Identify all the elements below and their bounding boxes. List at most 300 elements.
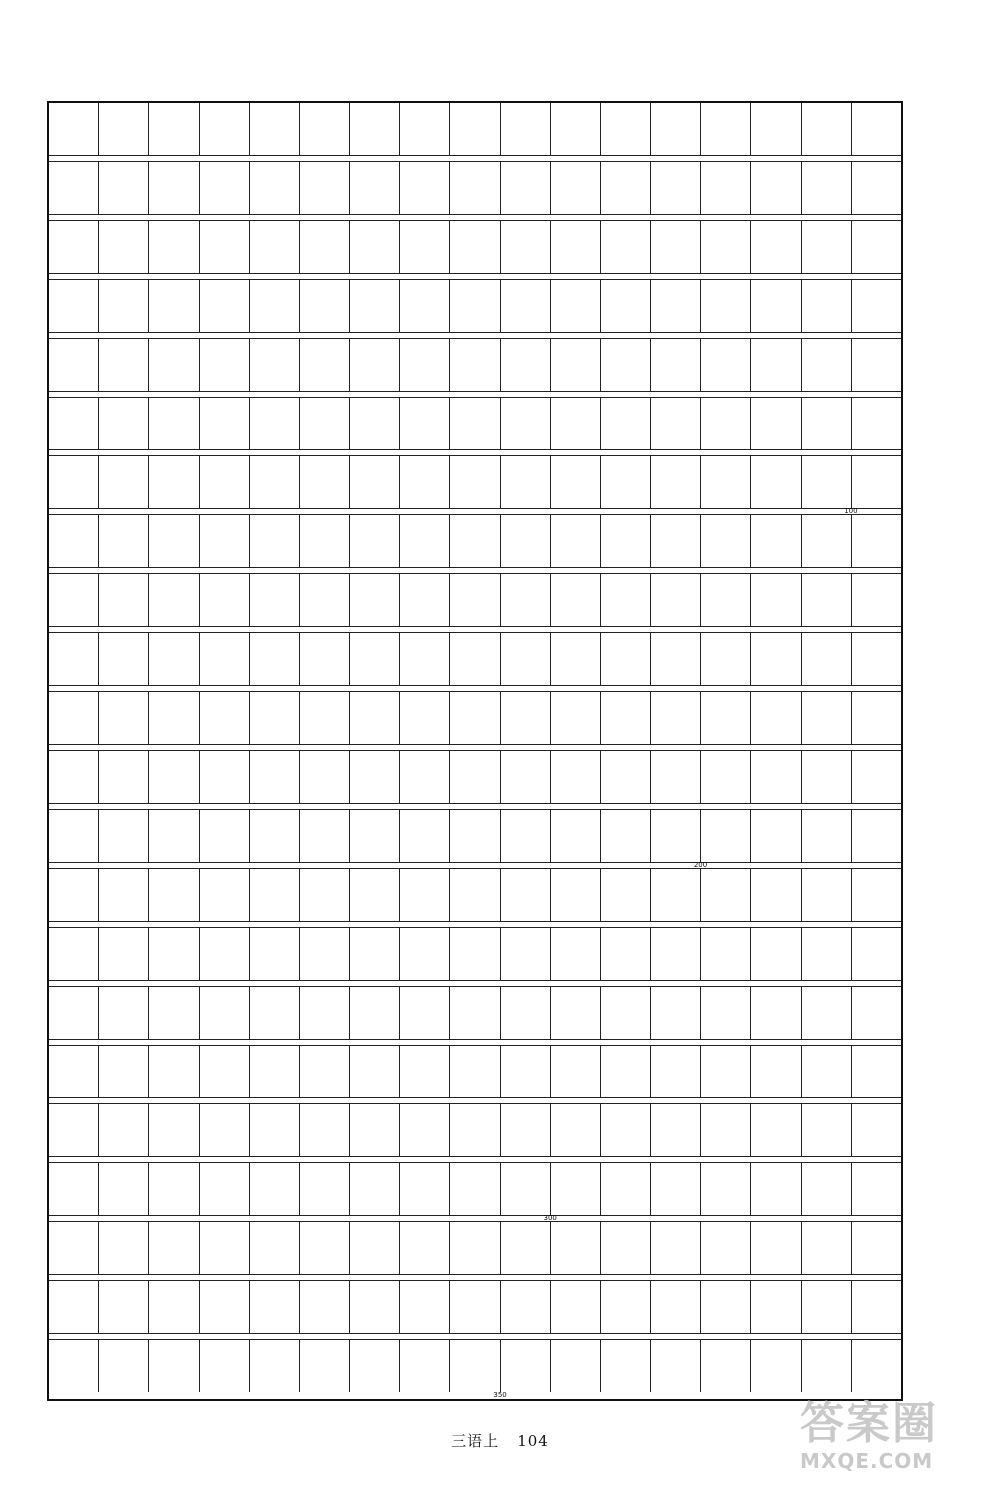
grid-cell (701, 280, 751, 332)
grid-cell (200, 928, 250, 980)
grid-row (49, 810, 901, 862)
grid-cell (400, 162, 450, 214)
grid-cell (601, 869, 651, 921)
grid-row (49, 1046, 901, 1098)
grid-cell (802, 692, 852, 744)
grid-cell (99, 280, 149, 332)
grid-cell (99, 692, 149, 744)
grid-cell (250, 1104, 300, 1156)
row-separator (49, 1097, 901, 1104)
grid-cell (501, 1222, 551, 1274)
grid-cell (852, 574, 901, 626)
grid-cell (701, 1222, 751, 1274)
grid-cell (49, 398, 99, 450)
grid-cell (200, 162, 250, 214)
grid-cell (501, 574, 551, 626)
word-count-marker: 350 (493, 1391, 507, 1399)
grid-cell (651, 515, 701, 567)
grid-cell (300, 1281, 350, 1333)
grid-cell (99, 1222, 149, 1274)
grid-cell (701, 339, 751, 391)
grid-cell (250, 456, 300, 508)
grid-cell (49, 456, 99, 508)
grid-cell (751, 280, 801, 332)
grid-cell (852, 987, 901, 1039)
grid-cell (450, 339, 500, 391)
grid-cell (300, 869, 350, 921)
grid-cell (501, 928, 551, 980)
grid-cell (601, 398, 651, 450)
grid-cell (701, 574, 751, 626)
row-separator (49, 567, 901, 574)
grid-row (49, 1163, 901, 1215)
row-separator (49, 332, 901, 339)
grid-cell (601, 103, 651, 155)
row-separator (49, 214, 901, 221)
grid-cell (300, 339, 350, 391)
grid-cell (300, 1340, 350, 1392)
grid-cell (751, 928, 801, 980)
grid-cell (350, 633, 400, 685)
grid-cell (149, 751, 199, 803)
grid-cell (751, 515, 801, 567)
grid-cell (852, 515, 901, 567)
grid-cell (751, 1104, 801, 1156)
grid-cell (350, 515, 400, 567)
grid-cell (250, 1046, 300, 1098)
grid-row (49, 1340, 901, 1392)
grid-cell (551, 869, 601, 921)
grid-cell (250, 574, 300, 626)
grid-cell (200, 221, 250, 273)
grid-cell (450, 1281, 500, 1333)
grid-cell (450, 810, 500, 862)
grid-cell (49, 751, 99, 803)
grid-cell (802, 515, 852, 567)
row-separator (49, 273, 901, 280)
grid-cell (200, 869, 250, 921)
grid-cell (551, 928, 601, 980)
grid-cell (551, 633, 601, 685)
grid-cell (149, 869, 199, 921)
grid-cell (350, 869, 400, 921)
grid-cell (751, 987, 801, 1039)
grid-cell (651, 869, 701, 921)
grid-cell (400, 633, 450, 685)
grid-cell (350, 987, 400, 1039)
grid-row (49, 692, 901, 744)
grid-cell (450, 751, 500, 803)
grid-cell (551, 162, 601, 214)
grid-cell (49, 1340, 99, 1392)
grid-cell (450, 162, 500, 214)
grid-cell (852, 280, 901, 332)
grid-cell (450, 1104, 500, 1156)
word-count-marker: 200 (693, 860, 708, 869)
grid-cell (149, 1281, 199, 1333)
grid-cell (149, 515, 199, 567)
grid-cell (651, 1104, 701, 1156)
grid-cell (701, 633, 751, 685)
grid-cell (450, 633, 500, 685)
grid-cell (601, 633, 651, 685)
grid-cell (49, 103, 99, 155)
grid-cell (450, 280, 500, 332)
grid-cell (149, 1222, 199, 1274)
grid-cell (751, 1222, 801, 1274)
grid-cell (601, 1046, 651, 1098)
grid-row (49, 574, 901, 626)
row-separator (49, 1039, 901, 1046)
grid-cell (400, 1163, 450, 1215)
grid-cell (651, 751, 701, 803)
grid-cell (450, 515, 500, 567)
grid-cell (802, 751, 852, 803)
grid-cell (49, 633, 99, 685)
grid-cell (200, 515, 250, 567)
grid-cell (802, 1046, 852, 1098)
grid-cell (400, 221, 450, 273)
grid-cell (350, 339, 400, 391)
grid-cell (250, 398, 300, 450)
grid-cell (149, 810, 199, 862)
grid-cell (501, 692, 551, 744)
grid-cell (49, 574, 99, 626)
row-separator (49, 626, 901, 633)
grid-cell (651, 398, 701, 450)
grid-cell (651, 280, 701, 332)
grid-cell (200, 987, 250, 1039)
grid-row (49, 1222, 901, 1274)
grid-cell (149, 456, 199, 508)
grid-cell (250, 515, 300, 567)
grid-cell (300, 633, 350, 685)
grid-cell (651, 1222, 701, 1274)
watermark-logo (800, 1400, 980, 1486)
grid-cell (149, 928, 199, 980)
grid-cell (99, 1104, 149, 1156)
grid-cell (350, 1104, 400, 1156)
grid-cell (400, 1340, 450, 1392)
grid-cell (149, 221, 199, 273)
grid-cell (250, 339, 300, 391)
grid-cell (802, 928, 852, 980)
grid-row (49, 221, 901, 273)
grid-cell (300, 515, 350, 567)
grid-cell (400, 987, 450, 1039)
grid-cell (751, 162, 801, 214)
grid-cell (350, 1340, 400, 1392)
row-separator (49, 744, 901, 751)
grid-cell (149, 692, 199, 744)
grid-cell (350, 456, 400, 508)
grid-cell (200, 1222, 250, 1274)
grid-cell (852, 398, 901, 450)
grid-cell (651, 574, 701, 626)
grid-cell (49, 1046, 99, 1098)
grid-cell (250, 987, 300, 1039)
grid-cell (802, 633, 852, 685)
grid-cell (99, 456, 149, 508)
grid-cell (802, 103, 852, 155)
grid-cell (200, 633, 250, 685)
grid-cell (852, 103, 901, 155)
grid-cell (802, 162, 852, 214)
grid-cell (450, 928, 500, 980)
grid-cell (651, 633, 701, 685)
grid-cell (400, 280, 450, 332)
grid-cell (551, 456, 601, 508)
grid-row (49, 1281, 901, 1333)
grid-cell (450, 103, 500, 155)
grid-row (49, 633, 901, 685)
grid-cell (350, 1046, 400, 1098)
grid-cell (300, 103, 350, 155)
grid-cell (200, 339, 250, 391)
grid-cell (501, 398, 551, 450)
grid-cell (601, 221, 651, 273)
grid-cell (450, 456, 500, 508)
grid-cell (701, 1281, 751, 1333)
grid-cell (350, 280, 400, 332)
grid-cell (701, 456, 751, 508)
grid-cell (99, 987, 149, 1039)
grid-cell (400, 574, 450, 626)
grid-cell (601, 1104, 651, 1156)
grid-cell (551, 103, 601, 155)
grid-cell (852, 810, 901, 862)
grid-cell (400, 1104, 450, 1156)
grid-cell (300, 574, 350, 626)
grid-cell (300, 162, 350, 214)
grid-cell (300, 1104, 350, 1156)
grid-cell (802, 1281, 852, 1333)
grid-cell (651, 692, 701, 744)
grid-cell (450, 1163, 500, 1215)
grid-cell (701, 1046, 751, 1098)
grid-cell (300, 280, 350, 332)
grid-cell (250, 869, 300, 921)
grid-cell (350, 810, 400, 862)
grid-cell (450, 1340, 500, 1392)
grid-cell (350, 1281, 400, 1333)
grid-cell (350, 103, 400, 155)
grid-cell (49, 928, 99, 980)
grid-cell (701, 987, 751, 1039)
grid-cell (200, 1281, 250, 1333)
row-separator (49, 508, 901, 515)
row-separator (49, 685, 901, 692)
grid-cell (49, 1281, 99, 1333)
grid-cell (751, 1163, 801, 1215)
grid-cell (651, 103, 701, 155)
grid-cell (300, 1222, 350, 1274)
grid-cell (701, 928, 751, 980)
grid-cell (751, 869, 801, 921)
grid-cell (551, 1340, 601, 1392)
grid-cell (99, 1340, 149, 1392)
grid-cell (852, 633, 901, 685)
grid-cell (852, 1222, 901, 1274)
grid-cell (400, 1222, 450, 1274)
grid-cell (300, 928, 350, 980)
grid-row (49, 515, 901, 567)
grid-cell (501, 1281, 551, 1333)
grid-cell (701, 692, 751, 744)
grid-cell (149, 280, 199, 332)
grid-cell (450, 1222, 500, 1274)
grid-cell (350, 1222, 400, 1274)
grid-cell (200, 1046, 250, 1098)
grid-cell (200, 1163, 250, 1215)
grid-cell (551, 1222, 601, 1274)
grid-cell (200, 692, 250, 744)
grid-cell (400, 751, 450, 803)
grid-cell (751, 339, 801, 391)
grid-row (49, 1104, 901, 1156)
grid-cell (49, 339, 99, 391)
grid-cell (701, 1163, 751, 1215)
grid-cell (300, 751, 350, 803)
grid-cell (551, 221, 601, 273)
grid-cell (49, 162, 99, 214)
grid-cell (551, 574, 601, 626)
grid-cell (751, 398, 801, 450)
grid-cell (250, 162, 300, 214)
grid-cell (200, 456, 250, 508)
grid-cell (751, 1340, 801, 1392)
grid-cell (250, 221, 300, 273)
grid-cell (852, 221, 901, 273)
grid-cell (852, 339, 901, 391)
grid-cell (250, 751, 300, 803)
grid-cell (501, 751, 551, 803)
grid-cell (802, 1163, 852, 1215)
grid-cell (99, 633, 149, 685)
grid-cell (300, 987, 350, 1039)
grid-cell (450, 398, 500, 450)
grid-cell (200, 1104, 250, 1156)
grid-cell (551, 1163, 601, 1215)
grid-cell (350, 751, 400, 803)
grid-cell (601, 1222, 651, 1274)
grid-cell (551, 1104, 601, 1156)
grid-cell (99, 1046, 149, 1098)
row-separator (49, 1274, 901, 1281)
grid-cell (250, 810, 300, 862)
grid-cell (501, 162, 551, 214)
grid-cell (200, 103, 250, 155)
grid-cell (149, 574, 199, 626)
grid-cell (751, 751, 801, 803)
grid-cell (701, 1340, 751, 1392)
grid-cell (651, 1046, 701, 1098)
row-separator (49, 803, 901, 810)
grid-cell (149, 1340, 199, 1392)
grid-cell (250, 633, 300, 685)
grid-row (49, 751, 901, 803)
grid-cell (149, 987, 199, 1039)
grid-cell (802, 1340, 852, 1392)
grid-cell (250, 1281, 300, 1333)
grid-cell (300, 692, 350, 744)
grid-cell (501, 1340, 551, 1392)
grid-cell (49, 692, 99, 744)
word-count-marker: 100 (844, 507, 858, 516)
grid-cell (701, 221, 751, 273)
grid-cell (200, 810, 250, 862)
grid-row (49, 103, 901, 155)
row-separator (49, 1333, 901, 1340)
grid-cell (49, 1222, 99, 1274)
row-separator (49, 1215, 901, 1222)
book-label: 三语上 (451, 1432, 500, 1450)
grid-row (49, 398, 901, 450)
grid-cell (99, 1163, 149, 1215)
grid-cell (501, 221, 551, 273)
page-number: 104 (517, 1432, 549, 1450)
grid-cell (250, 1222, 300, 1274)
grid-cell (802, 221, 852, 273)
grid-cell (651, 1340, 701, 1392)
grid-cell (551, 692, 601, 744)
watermark-text: 答案圈 (800, 1398, 938, 1449)
grid-cell (601, 810, 651, 862)
grid-cell (250, 1340, 300, 1392)
grid-cell (802, 1222, 852, 1274)
grid-cell (450, 869, 500, 921)
grid-cell (450, 221, 500, 273)
grid-cell (99, 869, 149, 921)
grid-cell (701, 398, 751, 450)
grid-row (49, 928, 901, 980)
grid-cell (99, 574, 149, 626)
grid-cell (651, 456, 701, 508)
grid-cell (149, 633, 199, 685)
grid-cell (149, 1104, 199, 1156)
grid-cell (450, 1046, 500, 1098)
grid-cell (149, 103, 199, 155)
grid-cell (49, 1104, 99, 1156)
grid-cell (99, 398, 149, 450)
grid-cell (501, 456, 551, 508)
grid-cell (601, 515, 651, 567)
grid-cell (400, 869, 450, 921)
grid-cell (99, 751, 149, 803)
grid-cell (651, 1163, 701, 1215)
grid-row (49, 987, 901, 1039)
grid-cell (802, 987, 852, 1039)
grid-cell (651, 1281, 701, 1333)
grid-cell (852, 1046, 901, 1098)
grid-cell (701, 1104, 751, 1156)
grid-cell (852, 928, 901, 980)
grid-cell (250, 1163, 300, 1215)
grid-cell (551, 810, 601, 862)
row-separator (49, 155, 901, 162)
writing-grid (47, 101, 903, 1401)
grid-cell (551, 339, 601, 391)
grid-cell (701, 103, 751, 155)
grid-row (49, 280, 901, 332)
grid-cell (49, 1163, 99, 1215)
grid-cell (601, 339, 651, 391)
grid-cell (300, 1163, 350, 1215)
grid-cell (601, 1340, 651, 1392)
grid-row (49, 456, 901, 508)
grid-cell (99, 1281, 149, 1333)
watermark-url: MXQE.COM (800, 1449, 934, 1473)
